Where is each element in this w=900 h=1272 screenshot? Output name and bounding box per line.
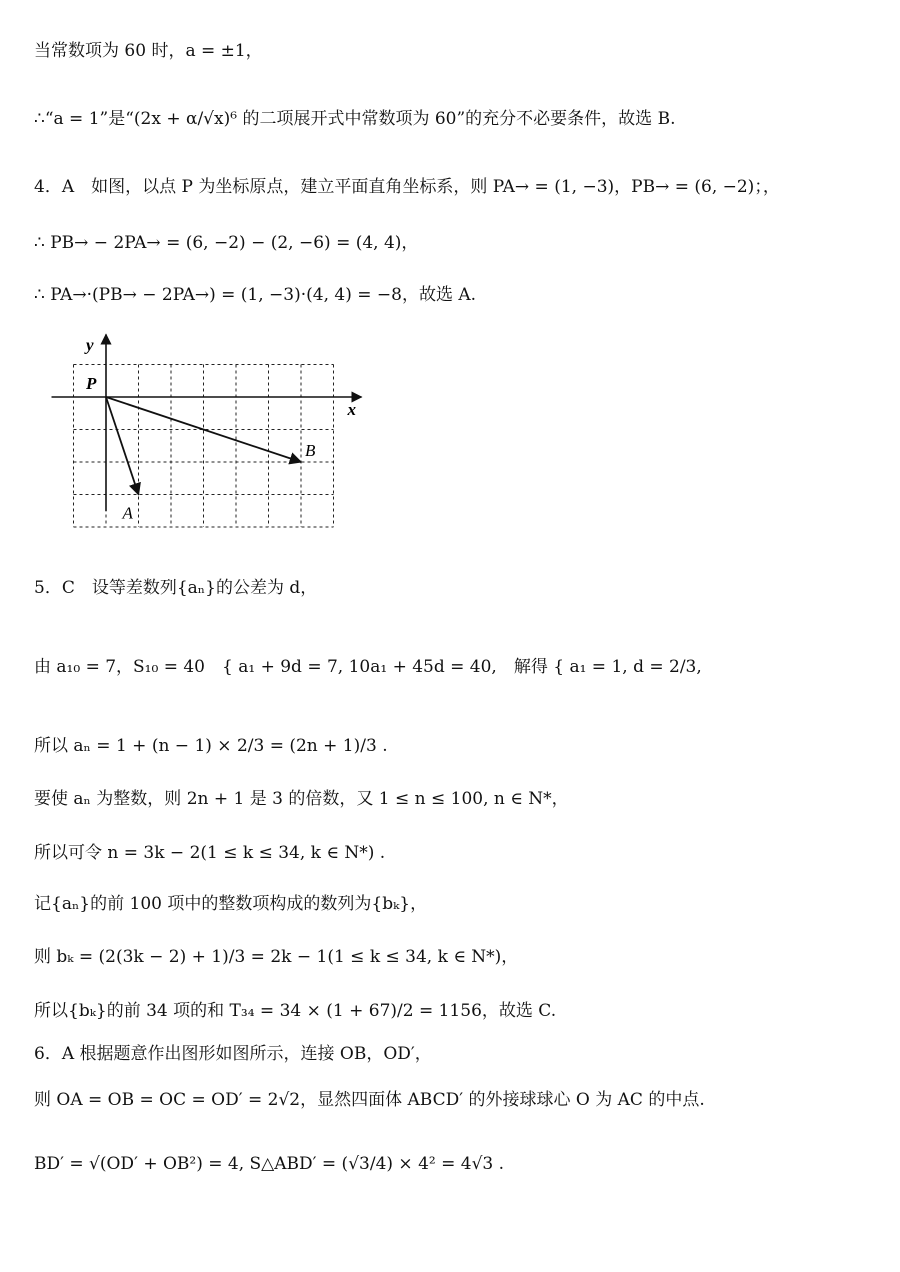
text-line-2: ∴“a = 1”是“(2x + α/√x)⁶ 的二项展开式中常数项为 60”的充分不必要条件，故选 B.: [34, 109, 676, 129]
dashed-grid: [74, 365, 334, 528]
text-line-16: BD′ = √(OD′ + OB²) = 4, S△ABD′ = (√3/4) × 4² = 4√3 .: [34, 1154, 505, 1174]
text-line-6: 5．C 设等差数列{aₙ}的公差为 d，: [34, 578, 318, 598]
text-line-9: 要使 aₙ 为整数，则 2n + 1 是 3 的倍数，又 1 ≤ n ≤ 100, n ∈ N*，: [34, 789, 569, 809]
y-axis-label: y: [86, 335, 94, 355]
text-line-4: ∴ PB→ − 2PA→ = (6, −2) − (2, −6) = (4, 4)，: [34, 233, 419, 253]
point-a-label: A: [122, 503, 133, 523]
text-line-15: 则 OA = OB = OC = OD′ = 2√2，显然四面体 ABCD′ 的外接球球心 O 为 AC 的中点.: [34, 1090, 705, 1110]
text-line-12: 则 bₖ = (2(3k − 2) + 1)/3 = 2k − 1(1 ≤ k ≤ 34, k ∈ N*)，: [34, 947, 519, 967]
x-axis-label: x: [347, 400, 356, 419]
text-line-8: 所以 aₙ = 1 + (n − 1) × 2/3 = (2n + 1)/3 .: [34, 736, 388, 756]
text-line-13: 所以{bₖ}的前 34 项的和 T₃₄ = 34 × (1 + 67)/2 = 1156，故选 C.: [34, 1001, 557, 1021]
text-line-11: 记{aₙ}的前 100 项中的整数项构成的数列为{bₖ}，: [34, 894, 428, 914]
vector-pa: [106, 397, 139, 495]
vector-grid-figure: [40, 330, 380, 550]
text-line-7: 由 a₁₀ = 7，S₁₀ = 40 { a₁ + 9d = 7, 10a₁ + 45d = 40, 解得 { a₁ = 1, d = 2/3,: [34, 657, 702, 677]
text-line-1: 当常数项为 60 时，a = ±1，: [34, 41, 263, 61]
text-line-5: ∴ PA→·(PB→ − 2PA→) = (1, −3)·(4, 4) = −8，故选 A.: [34, 285, 477, 305]
point-b-label: B: [305, 441, 316, 460]
text-line-3: 4．A 如图，以点 P 为坐标原点，建立平面直角坐标系，则 PA→ = (1, −3)，PB→ = (6, −2)；，: [34, 177, 780, 197]
text-line-10: 所以可令 n = 3k − 2(1 ≤ k ≤ 34, k ∈ N*) .: [34, 843, 386, 863]
text-line-14: 6．A 根据题意作出图形如图所示，连接 OB，OD′，: [34, 1044, 432, 1064]
origin-label: P: [86, 374, 97, 393]
